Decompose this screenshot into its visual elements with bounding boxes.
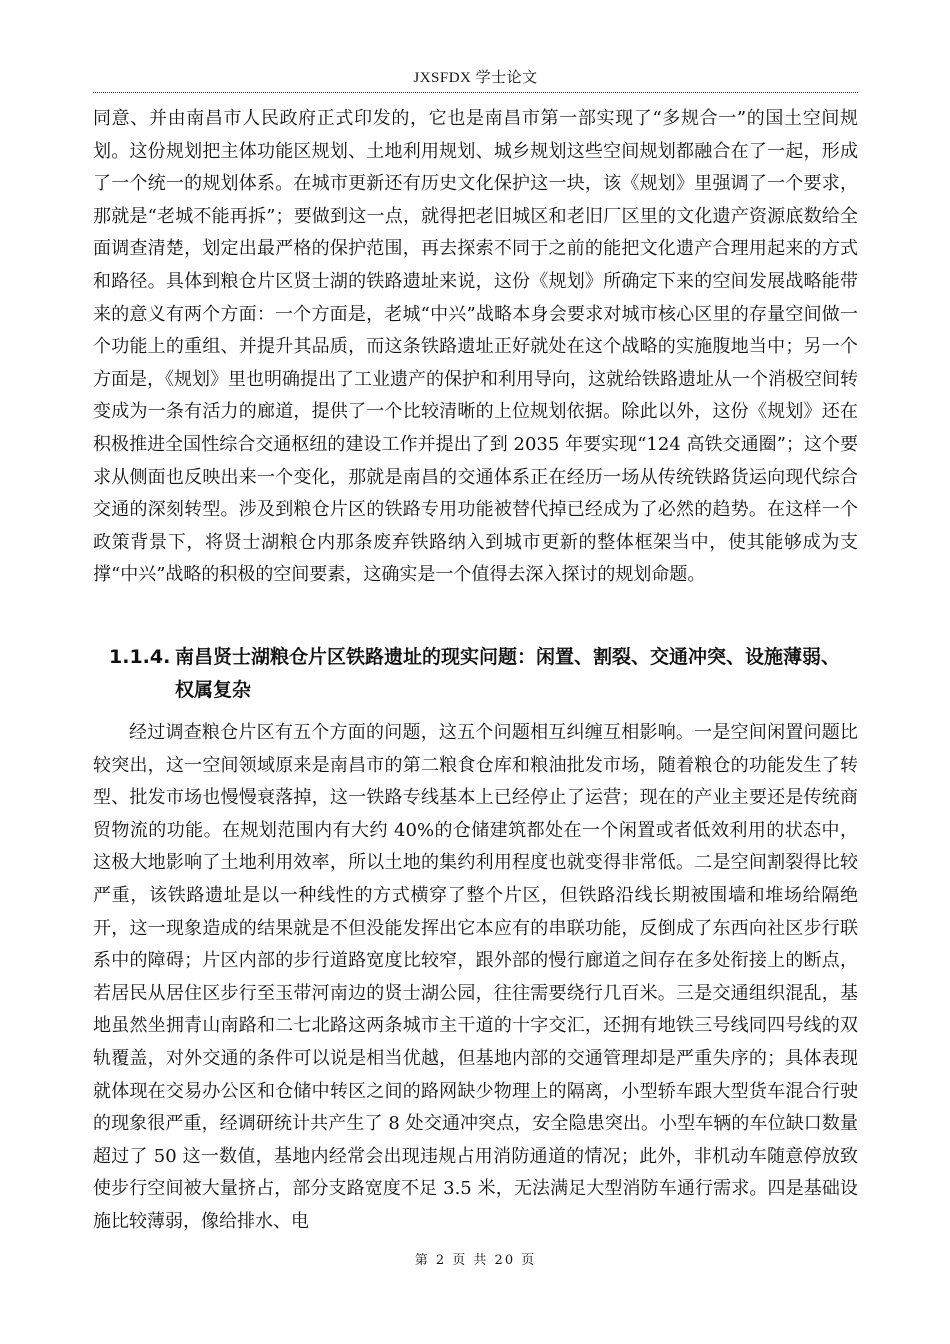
section-title: 南昌贤士湖粮仓片区铁路遗址的现实问题：闲置、割裂、交通冲突、设施薄弱、权属复杂 xyxy=(175,646,841,701)
body-paragraph: 经过调查粮仓片区有五个方面的问题，这五个问题相互纠缠互相影响。一是空间闲置问题比较突出，这一空间领域原来是南昌市的第二粮食仓库和粮油批发市场，随着粮仓的功能发生了转型、批发市场也慢慢衰落掉，这一铁路专线基本上已经停止了运营；现在的产业主要还是传统商贸物流的功能。在规划范围内有大约 40%的仓储建筑都处在一个闲置或者低效利用的状态中，这极大地影响了土地利用效率，所以土地的集约利用程度也就变得非常低。二是空间割裂得比较严重，该铁路遗址是以一种线性的方式横穿了整个片区，但铁路沿线长期被围墙和堆场给隔绝开，这一现象造成的结果就是不但没能发挥出它本应有的串联功能，反倒成了东西向社区步行联系中的障碍；片区内部的步行道路宽度比较窄，跟外部的慢行廊道之间存在多处衔接上的断点，若居民从居住区步行至玉带河南边的贤士湖公园，往往需要绕行几百米。三是交通组织混乱，基地虽然坐拥青山南路和二七北路这两条城市主干道的十字交汇，还拥有地铁三号线同四号线的双轨覆盖，对外交通的条件可以说是相当优越，但基地内部的交通管理却是严重失序的；具体表现就体现在交易办公区和仓储中转区之间的路网缺少物理上的隔离，小型轿车跟大型货车混合行驶的现象很严重，经调研统计共产生了 8 处交通冲突点，安全隐患突出。小型车辆的车位缺口数量超过了 50 这一数值，基地内经常会出现违规占用消防通道的情况；此外，非机动车随意停放致使步行空间被大量挤占，部分支路宽度不足 3.5 米，无法满足大型消防车通行需求。四是基础设施比较薄弱，像给排水、电 xyxy=(93,722,858,1232)
page-number-footer: 第 2 页 共 20 页 xyxy=(414,1253,537,1268)
header-divider xyxy=(93,92,858,93)
running-header: JXSFDX 学士论文 xyxy=(413,70,538,86)
section-number: 1.1.4. xyxy=(109,646,171,668)
body-paragraph-continued: 同意、并由南昌市人民政府正式印发的，它也是南昌市第一部实现了“多规合一”的国土空间规划。这份规划把主体功能区规划、土地利用规划、城乡规划这些空间规划都融合在了一起，形成了一个统一的规划体系。在城市更新还有历史文化保护这一块，该《规划》里强调了一个要求，那就是“老城不能再拆”；要做到这一点，就得把老旧城区和老旧厂区里的文化遗产资源底数给全面调查清楚，划定出最严格的保护范围，再去探索不同于之前的能把文化遗产合理用起来的方式和路径。具体到粮仓片区贤士湖的铁路遗址来说，这份《规划》所确定下来的空间发展战略能带来的意义有两个方面：一个方面是，老城“中兴”战略本身会要求对城市核心区里的存量空间做一个功能上的重组、并提升其品质，而这条铁路遗址正好就处在这个战略的实施腹地当中；另一个方面是，《规划》里也明确提出了工业遗产的保护和利用导向，这就给铁路遗址从一个消极空间转变成为一条有活力的廊道，提供了一个比较清晰的上位规划依据。除此以外，这份《规划》还在积极推进全国性综合交通枢纽的建设工作并提出了到 2035 年要实现“124 高铁交通圈”；这个要求从侧面也反映出来一个变化，那就是南昌的交通体系正在经历一场从传统铁路货运向现代综合交通的深刻转型。涉及到粮仓片区的铁路专用功能被替代掉已经成为了必然的趋势。在这样一个政策背景下，将贤士湖粮仓内那条废弃铁路纳入到城市更新的整体框架当中，使其能够成为支撑“中兴”战略的积极的空间要素，这确实是一个值得去深入探讨的规划命题。 xyxy=(93,108,858,586)
section-heading xyxy=(93,641,858,707)
